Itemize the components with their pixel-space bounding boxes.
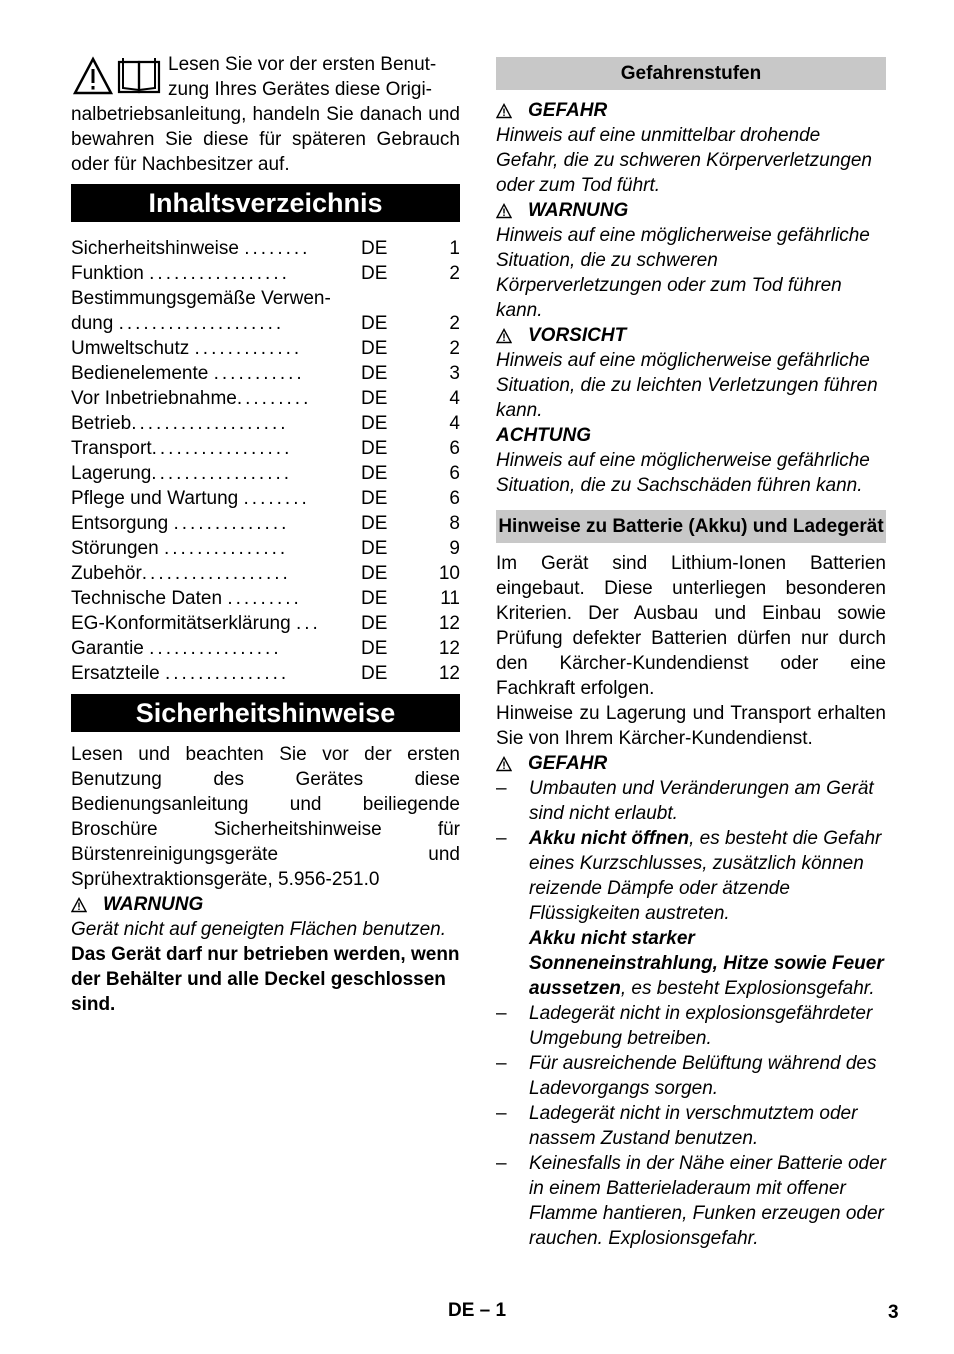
caution-text: Hinweis auf eine möglicherweise gefährliche Situation, die zu leichten Verletzungen führen kann. — [496, 350, 878, 421]
warning-triangle-icon — [75, 59, 111, 93]
warning-triangle-icon — [496, 203, 512, 219]
toc-row[interactable]: Lagerung................. DE 6 — [71, 463, 460, 484]
intro-line1: Lesen Sie vor der ersten Benut- — [168, 54, 437, 75]
toc-row[interactable]: Störungen ............... DE 9 — [71, 538, 460, 559]
toc-row[interactable]: Technische Daten ......... DE 11 — [71, 588, 460, 609]
warning-label: WARNUNG — [496, 198, 886, 223]
intro-rest: nalbetriebsanleitung, handeln Sie danach und bewahren Sie diese für späteren Gebrauch oder für Nachbesitzer auf. — [71, 104, 460, 175]
list-item: – Für ausreichende Belüftung während des Ladevorgangs sorgen. — [496, 1053, 877, 1099]
warning-triangle-icon — [496, 756, 512, 772]
safety-warning-text: Gerät nicht auf geneigten Flächen benutzen. — [71, 919, 446, 940]
toc-row[interactable]: Vor Inbetriebnahme......... DE 4 — [71, 388, 460, 409]
manual-book-icon — [119, 58, 159, 92]
warning-manual-icons — [73, 56, 163, 103]
toc-row[interactable]: Ersatzteile ............... DE 12 — [71, 663, 460, 684]
intro-line2: zung Ihres Gerätes diese Origi- — [168, 79, 433, 100]
list-item: – Umbauten und Veränderungen am Gerät sind nicht erlaubt. — [496, 778, 874, 824]
toc-row[interactable]: Umweltschutz ............. DE 2 — [71, 338, 460, 359]
page-label: DE – 1 — [448, 1300, 507, 1321]
battery-danger-label: GEFAHR — [496, 751, 886, 776]
warning-text: Hinweis auf eine möglicherweise gefährliche Situation, die zu schweren Körperverletzungen oder zum Tod führen kann. — [496, 225, 870, 321]
toc-row[interactable]: Pflege und Wartung ........ DE 6 — [71, 488, 460, 509]
battery-para1: Im Gerät sind Lithium-Ionen Batterien eingebaut. Diese unterliegen besonderen Kriterien. Der Ausbau und Einbau sowie Prüfung defekter Batterien dürfen nur durch den Kärcher-Kundendienst oder eine Fachkraft erfolgen. — [496, 553, 886, 699]
toc-row[interactable]: dung .................... DE 2 — [71, 313, 460, 334]
toc-row[interactable]: Zubehör.................. DE 10 — [71, 563, 460, 584]
toc-row[interactable]: Betrieb................... DE 4 — [71, 413, 460, 434]
safety-warning-label: WARNUNG — [71, 892, 460, 917]
battery-danger-list — [496, 776, 886, 1251]
danger-label: GEFAHR — [496, 98, 886, 123]
warning-triangle-icon — [496, 103, 512, 119]
caution-label: VORSICHT — [496, 323, 886, 348]
toc-row[interactable]: Sicherheitshinweise ........ DE 1 — [71, 238, 460, 259]
toc-row[interactable]: EG-Konformitätserklärung ... DE 12 — [71, 613, 460, 634]
toc-row[interactable]: Transport................. DE 6 — [71, 438, 460, 459]
toc-heading: Inhaltsverzeichnis — [71, 184, 460, 222]
toc-row-wrap: Bestimmungsgemäße Verwen- — [71, 288, 331, 309]
toc-row[interactable]: Bedienelemente ........... DE 3 — [71, 363, 460, 384]
toc-row[interactable]: Entsorgung .............. DE 8 — [71, 513, 460, 534]
toc-row[interactable]: Funktion ................. DE 2 — [71, 263, 460, 284]
list-item: – Ladegerät nicht in verschmutztem oder nassem Zustand benutzen. — [496, 1103, 858, 1149]
warning-triangle-icon — [496, 328, 512, 344]
hazard-heading: Gefahrenstufen — [496, 57, 886, 90]
safety-bold-text: Das Gerät darf nur betrieben werden, wenn der Behälter und alle Deckel geschlossen sind. — [71, 944, 460, 1015]
table-of-contents — [71, 236, 460, 686]
list-item: – Akku nicht öffnen, es besteht die Gefahr eines Kurzschlusses, zusätzlich können reizende Dämpfe oder ätzende Flüssigkeiten austreten. Akku nicht starker Sonneneinstrahlung, Hitze sowie Feuer aussetzen, es besteht Explosionsgefahr. — [496, 828, 884, 999]
intro-block — [71, 52, 460, 102]
attention-label: ACHTUNG — [496, 425, 591, 446]
right-column — [496, 52, 886, 1251]
toc-row[interactable]: Garantie ................ DE 12 — [71, 638, 460, 659]
safety-heading: Sicherheitshinweise — [71, 694, 460, 732]
left-column — [71, 52, 460, 1017]
list-item: – Ladegerät nicht in explosionsgefährdeter Umgebung betreiben. — [496, 1003, 873, 1049]
safety-paragraph: Lesen und beachten Sie vor der ersten Benutzung des Gerätes diese Bedienungsanleitung und beiliegende Broschüre Sicherheitshinweise für Bürstenreinigungsgeräte und Sprühextraktionsgeräte, 5.956-251.0 — [71, 744, 460, 890]
warning-triangle-icon — [71, 897, 87, 913]
battery-heading: Hinweise zu Batterie (Akku) und Ladegerät — [496, 510, 886, 543]
danger-text: Hinweis auf eine unmittelbar drohende Gefahr, die zu schweren Körperverletzungen oder zum Tod führt. — [496, 125, 872, 196]
battery-para2: Hinweise zu Lagerung und Transport erhalten Sie von Ihrem Kärcher-Kundendienst. — [496, 703, 886, 749]
attention-text: Hinweis auf eine möglicherweise gefährliche Situation, die zu Sachschäden führen kann. — [496, 450, 870, 496]
page-number: 3 — [888, 1302, 899, 1323]
list-item: – Keinesfalls in der Nähe einer Batterie oder in einem Batterieladeraum mit offener Flamme hantieren, Funken erzeugen oder rauchen. Explosionsgefahr. — [496, 1153, 886, 1249]
